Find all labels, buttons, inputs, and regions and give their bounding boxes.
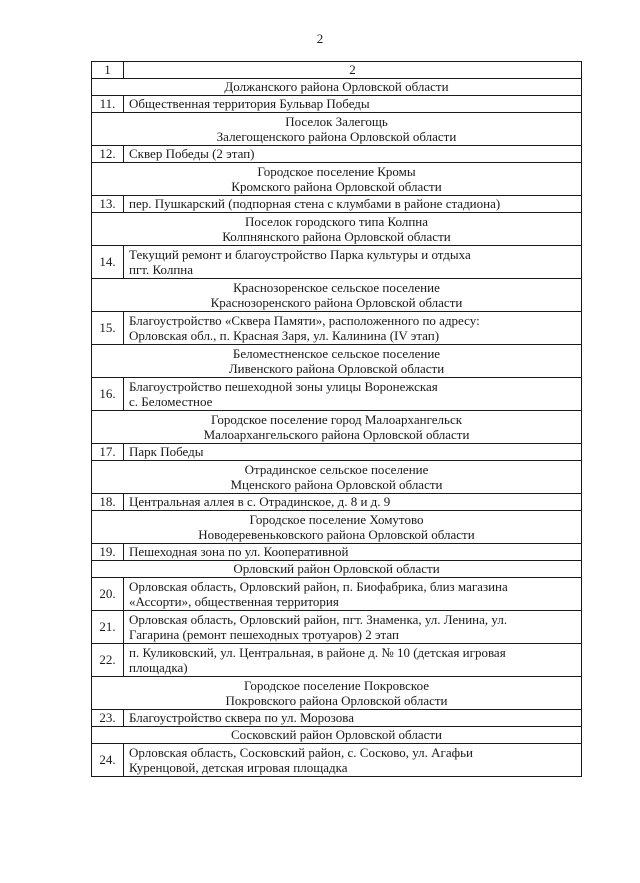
table-header-row (92, 62, 582, 79)
section-title-line: Мценского района Орловской области (230, 477, 443, 492)
territory-name (124, 246, 582, 279)
table-row (92, 494, 582, 511)
territory-name (124, 744, 582, 777)
territory-name (124, 196, 582, 213)
table-row (92, 710, 582, 727)
section-header-row (92, 79, 582, 96)
territory-name (124, 578, 582, 611)
row-number: 11. (92, 96, 124, 113)
territory-name (124, 611, 582, 644)
section-title (92, 163, 582, 196)
section-title (92, 461, 582, 494)
header-col-2: 2 (124, 62, 582, 79)
territory-name-line: Общественная территория Бульвар Победы (129, 96, 370, 112)
header-col-1: 1 (92, 62, 124, 79)
section-title-line: Поселок городского типа Колпна (244, 213, 429, 229)
section-title-line: Орловский район Орловской области (233, 561, 440, 577)
section-title (92, 79, 582, 96)
section-header-row (92, 345, 582, 378)
section-title-line: Малоархангельского района Орловской области (203, 427, 470, 442)
territory-name-line: с. Беломестное (129, 394, 213, 409)
territory-name-line: пер. Пушкарский (подпорная стена с клумбами в районе стадиона) (129, 196, 501, 212)
section-title-line: Сосковский район Орловской области (230, 727, 443, 743)
territory-name-line: площадка) (129, 660, 188, 675)
row-number: 23. (92, 710, 124, 727)
section-title-line: Поселок Залегощь (285, 113, 388, 129)
section-title-line: Городское поселение Хомутово (249, 511, 424, 527)
section-title (92, 279, 582, 312)
section-title-line: Отрадинское сельское поселение (244, 461, 429, 477)
territory-name-line: Куренцовой, детская игровая площадка (129, 760, 348, 775)
territory-name (124, 96, 582, 113)
territory-name-line: «Ассорти», общественная территория (129, 594, 339, 609)
table-row (92, 96, 582, 113)
territory-name-line: Гагарина (ремонт пешеходных тротуаров) 2 этап (129, 627, 399, 642)
territory-name (124, 494, 582, 511)
table-row (92, 312, 582, 345)
section-title-line: Залегощенского района Орловской области (216, 129, 457, 144)
section-title-line: Колпнянского района Орловской области (222, 229, 451, 244)
page-number: 2 (316, 31, 324, 46)
table-row (92, 744, 582, 777)
row-number: 21. (92, 611, 124, 644)
section-title-line: Городское поселение Покровское (243, 677, 429, 693)
row-number: 24. (92, 744, 124, 777)
section-title-line: Должанского района Орловской области (224, 79, 449, 95)
territory-name-line: п. Куликовский, ул. Центральная, в районе д. № 10 (детская игровая (129, 644, 506, 660)
territory-name (124, 544, 582, 561)
territory-name (124, 644, 582, 677)
territory-name-line: Центральная аллея в с. Отрадинское, д. 8 и д. 9 (129, 494, 391, 510)
territory-name-line: Сквер Победы (2 этап) (129, 146, 255, 162)
section-header-row (92, 411, 582, 444)
table-row (92, 146, 582, 163)
section-title (92, 511, 582, 544)
section-header-row (92, 511, 582, 544)
section-title (92, 411, 582, 444)
section-header-row (92, 727, 582, 744)
table-row (92, 611, 582, 644)
section-title-line: Новодеревеньковского района Орловской области (198, 527, 475, 542)
section-title (92, 677, 582, 710)
table-row (92, 544, 582, 561)
section-title-line: Городское поселение Кромы (257, 163, 416, 179)
table-row (92, 644, 582, 677)
row-number: 19. (92, 544, 124, 561)
section-title (92, 345, 582, 378)
table-row (92, 246, 582, 279)
section-title-line: Беломестненское сельское поселение (232, 345, 441, 361)
territory-name-line: Орловская область, Орловский район, пгт. Знаменка, ул. Ленина, ул. (129, 611, 508, 627)
row-number: 16. (92, 378, 124, 411)
section-title-line: Краснозоренского района Орловской области (210, 295, 463, 310)
row-number: 15. (92, 312, 124, 345)
row-number: 18. (92, 494, 124, 511)
section-header-row (92, 163, 582, 196)
territories-table (91, 61, 582, 777)
territory-name-line: Пешеходная зона по ул. Кооперативной (129, 544, 349, 560)
territory-name-line: Орловская область, Сосковский район, с. Сосково, ул. Агафьи (129, 744, 473, 760)
territory-name (124, 146, 582, 163)
section-title-line: Городское поселение город Малоархангельск (210, 411, 463, 427)
territory-name-line: Благоустройство пешеходной зоны улицы Воронежская (129, 378, 438, 394)
section-title-line: Ливенского района Орловской области (228, 361, 445, 376)
table-row (92, 578, 582, 611)
row-number: 13. (92, 196, 124, 213)
section-header-row (92, 213, 582, 246)
section-header-row (92, 113, 582, 146)
territory-name-line: Благоустройство «Сквера Памяти», расположенного по адресу: (129, 312, 480, 328)
section-title (92, 113, 582, 146)
territory-name-line: Парк Победы (129, 444, 204, 460)
table-body (92, 62, 582, 777)
section-title (92, 727, 582, 744)
territory-name-line: Текущий ремонт и благоустройство Парка культуры и отдыха (129, 246, 471, 262)
territory-name-line: пгт. Колпна (129, 262, 194, 277)
section-title-line: Покровского района Орловской области (225, 693, 448, 708)
row-number: 12. (92, 146, 124, 163)
table-row (92, 444, 582, 461)
territory-name (124, 444, 582, 461)
territory-name-line: Орловская обл., п. Красная Заря, ул. Калинина (IV этап) (129, 328, 440, 343)
territory-name-line: Орловская область, Орловский район, п. Биофабрика, близ магазина (129, 578, 508, 594)
territory-name (124, 710, 582, 727)
row-number: 17. (92, 444, 124, 461)
section-header-row (92, 561, 582, 578)
row-number: 22. (92, 644, 124, 677)
territory-name-line: Благоустройство сквера по ул. Морозова (129, 710, 354, 726)
table-row (92, 196, 582, 213)
section-header-row (92, 677, 582, 710)
row-number: 20. (92, 578, 124, 611)
section-header-row (92, 279, 582, 312)
section-title-line: Краснозоренское сельское поселение (233, 279, 440, 295)
territory-name (124, 378, 582, 411)
row-number: 14. (92, 246, 124, 279)
section-header-row (92, 461, 582, 494)
table-row (92, 378, 582, 411)
territory-name (124, 312, 582, 345)
section-title (92, 561, 582, 578)
section-title-line: Кромского района Орловской области (231, 179, 442, 194)
section-title (92, 213, 582, 246)
